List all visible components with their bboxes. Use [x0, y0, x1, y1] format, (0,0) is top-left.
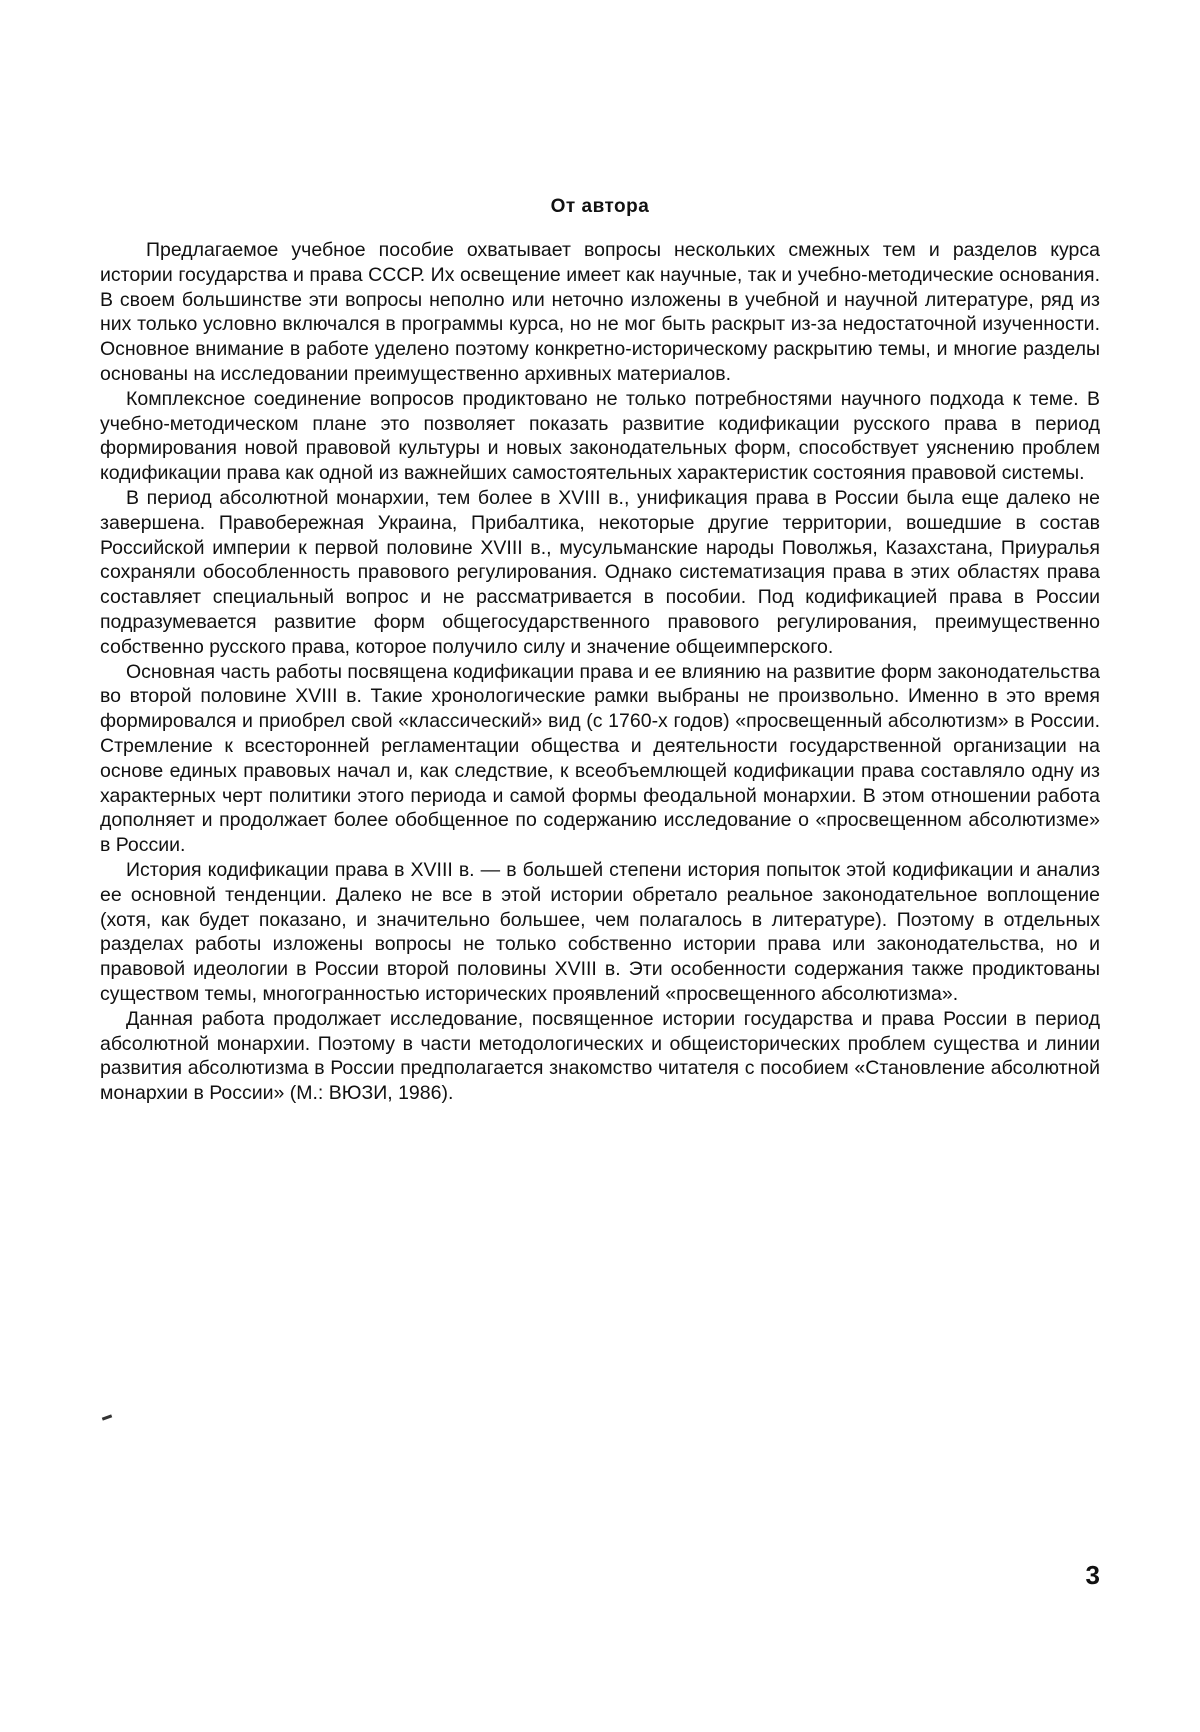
paragraph-complex-approach: Комплексное соединение вопросов продиктовано не только потребностями научного подхода к теме. В учебно-методическом плане это позволяет показать развитие кодификации русского права в период формирования новой правовой культуры и новых законодательных форм, способствует уяснению проблем кодификации права как одной из важнейших самостоятельных характеристик состояния правовой системы.	[100, 387, 1100, 485]
paragraph-intro: Предлагаемое учебное пособие охватывает вопросы нескольких смежных тем и разделов курса истории государства и права СССР. Их освещение имеет как научные, так и учебно-методические основания. В своем большинстве эти вопросы неполно или неточно изложены в учебной и научной литературе, ряд из них только условно включался в программы курса, но не мог быть раскрыт из-за недостаточной изученности. Основное внимание в работе уделено поэтому конкретно-историческому раскрытию темы, и многие разделы основаны на исследовании преимущественно архивных материалов.	[100, 239, 1100, 385]
paragraph-codification-history: История кодификации права в XVIII в. — в большей степени история попыток этой кодификации и анализ ее основной тенденции. Далеко не все в этой истории обретало реальное законодательное воплощение (хотя, как будет показано, и значительно большее, чем полагалось в литературе). Поэтому в отдельных разделах работы изложены вопросы не только собственно истории права или законодательства, но и правовой идеологии в России второй половины XVIII в. Эти особенности содержания также продиктованы существом темы, многогранностью исторических проявлений «просвещенного абсолютизма».	[100, 858, 1100, 1005]
section-heading: От автора	[550, 196, 650, 217]
page-number: 3	[1085, 1560, 1100, 1590]
paragraph-continuation: Данная работа продолжает исследование, посвященное истории государства и права России в период абсолютной монархии. Поэтому в части методологических и общеисторических проблем существа и линии развития абсолютизма в России предполагается знакомство читателя с пособием «Становление абсолютной монархии в России» (М.: ВЮЗИ, 1986).	[100, 1007, 1100, 1105]
body-text	[100, 238, 1100, 1106]
paragraph-absolute-monarchy: В период абсолютной монархии, тем более в XVIII в., унификация права в России была еще далеко не завершена. Правобережная Украина, Прибалтика, некоторые другие территории, вошедшие в состав Российской империи к первой половине XVIII в., мусульманские народы Поволжья, Казахстана, Приуралья сохраняли обособленность правового регулирования. Однако систематизация права в этих областях права составляет специальный вопрос и не рассматривается в пособии. Под кодификацией права в России подразумевается развитие форм общегосударственного правового регулирования, преимущественно собственно русского права, которое получило силу и значение общеимперского.	[100, 486, 1100, 658]
scan-speck	[102, 1414, 112, 1420]
paragraph-main-part: Основная часть работы посвящена кодификации права и ее влиянию на развитие форм законодательства во второй половине XVIII в. Такие хронологические рамки выбраны не произвольно. Именно в это время формировался и приобрел свой «классический» вид (с 1760-х годов) «просвещенный абсолютизм» в России. Стремление к всесторонней регламентации общества и деятельности государственной организации на основе единых правовых начал и, как следствие, к всеобъемлющей кодификации права составляло одну из характерных черт политики этого периода и самой формы феодальной монархии. В этом отношении работа дополняет и продолжает более обобщенное по содержанию исследование о «просвещенном абсолютизме» в России.	[100, 660, 1100, 857]
